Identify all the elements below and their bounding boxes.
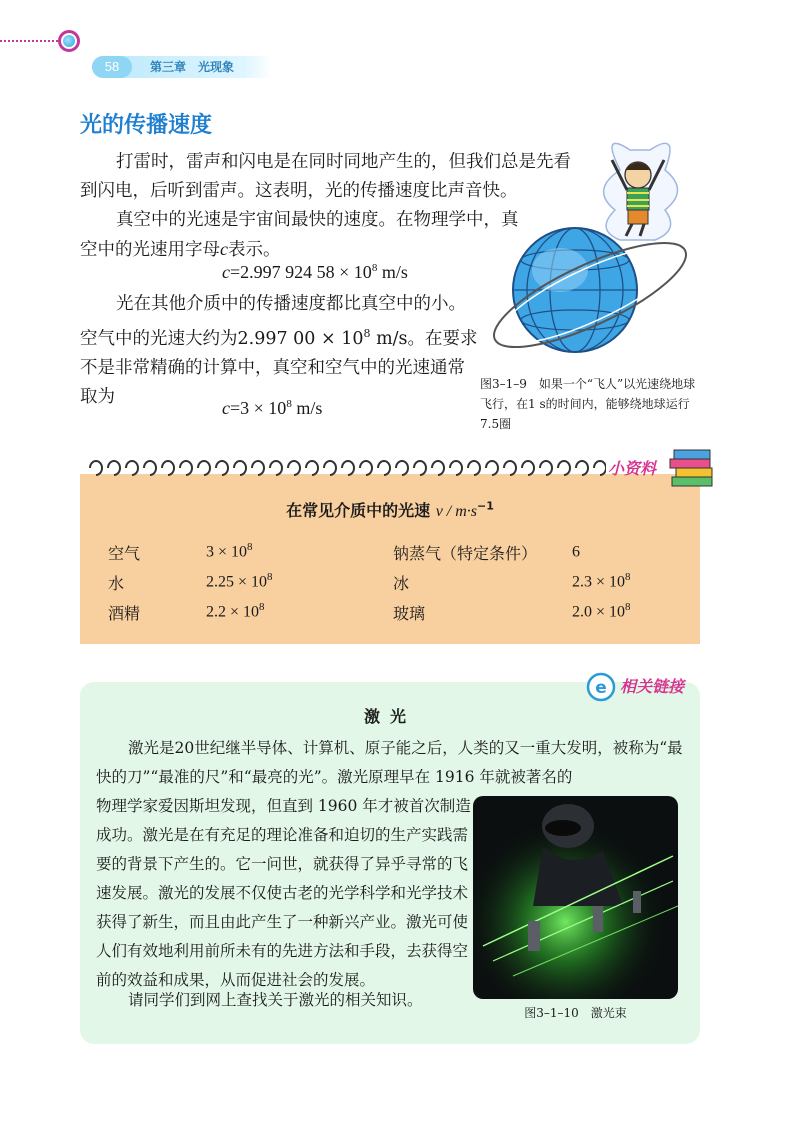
paragraph-other-media: 光在其他介质中的传播速度都比真空中的小。空气中的光速大约为2.997 $00 \times 10^8$ m/s。在要求不是非常精确的计算中，真空和空气中的光速通常取为: [80, 294, 478, 407]
paragraph-laser-history: 物理学家爱因斯坦发现，但直到 1960 年才被首次制造成功。激光是在有充足的理论准备和迫切的生产实践需要的背景下产生的。它一问世，就获得了异乎寻常的飞速发展。激光的发展不仅使古老的光学科学和光学技术获得了新生，而且由此产生了一种新兴产业。激光可使人们有效地利用前所未有的先进方法和手段，去获得空前的效益和成果，从而促进社会的发展。: [96, 797, 471, 989]
equation-vacuum-speed: c=2.997 924 $58 \times 10^8$ m/s: [222, 262, 408, 282]
speed-value-water: $2.25 \times 10^8$: [206, 571, 273, 591]
related-link-label: 相关链接: [620, 677, 685, 696]
resource-table-title: 在常见介质中的光速 $v / m\cdot s^{-1}$: [286, 499, 494, 520]
medium-name-alcohol: 酒精: [108, 604, 141, 623]
laser-title: 激光: [363, 707, 416, 726]
medium-name-water: 水: [108, 574, 125, 593]
section-title: 光的传播速度: [80, 113, 213, 138]
page-number: 58: [92, 56, 132, 78]
figure-caption-laser-beam: 图3–1–10 激光束: [524, 1006, 627, 1020]
e-link-icon: [586, 672, 616, 702]
resource-label: 小资料: [608, 459, 657, 478]
speed-value-air: $3 \times 10^8$: [206, 541, 253, 561]
paragraph-laser-intro: 激光是20世纪继半导体、计算机、原子能之后，人类的又一重大发明，被称为“最快的刀”“最准的尺”和“最亮的光”。激光原理早在 1916 年就被著名的: [96, 739, 683, 786]
speed-value-sodium-vapor: 6: [572, 543, 580, 561]
medium-name-ice: 冰: [393, 574, 410, 593]
laser-beam-photo: [473, 796, 678, 999]
paragraph-thunder: 打雷时，雷声和闪电是在同时同地产生的，但我们总是先看到闪电，后听到雷声。这表明，光的传播速度比声音快。: [80, 152, 571, 201]
medium-name-sodium-vapor: 钠蒸气（特定条件）: [393, 544, 538, 563]
chapter-title: 第三章 光现象: [150, 60, 235, 74]
paragraph-laser-homework: 请同学们到网上查找关于激光的相关知识。: [128, 991, 423, 1009]
speed-value-ice: $2.3 \times 10^8$: [572, 571, 631, 591]
speed-value-alcohol: $2.2 \times 10^8$: [206, 601, 265, 621]
flying-man-globe-illustration: [480, 130, 705, 380]
svg-text:e: e: [595, 678, 607, 698]
medium-name-glass: 玻璃: [393, 604, 426, 623]
header-ring-center: [63, 35, 75, 47]
spiral-binding-decoration: [86, 458, 606, 478]
books-icon: [668, 446, 716, 490]
figure-caption-flying-man: 图3–1–9 如果一个“飞人”以光速绕地球飞行，在1 s的时间内，能够绕地球运行7.5圈: [480, 377, 696, 431]
speed-value-glass: $2.0 \times 10^8$: [572, 601, 631, 621]
paragraph-vacuum-speed: 真空中的光速是宇宙间最快的速度。在物理学中，真空中的光速用字母c表示。: [80, 210, 519, 260]
medium-name-air: 空气: [108, 544, 141, 563]
equation-approx-speed: $c=3 \times 10^8$ m/s: [222, 398, 323, 418]
